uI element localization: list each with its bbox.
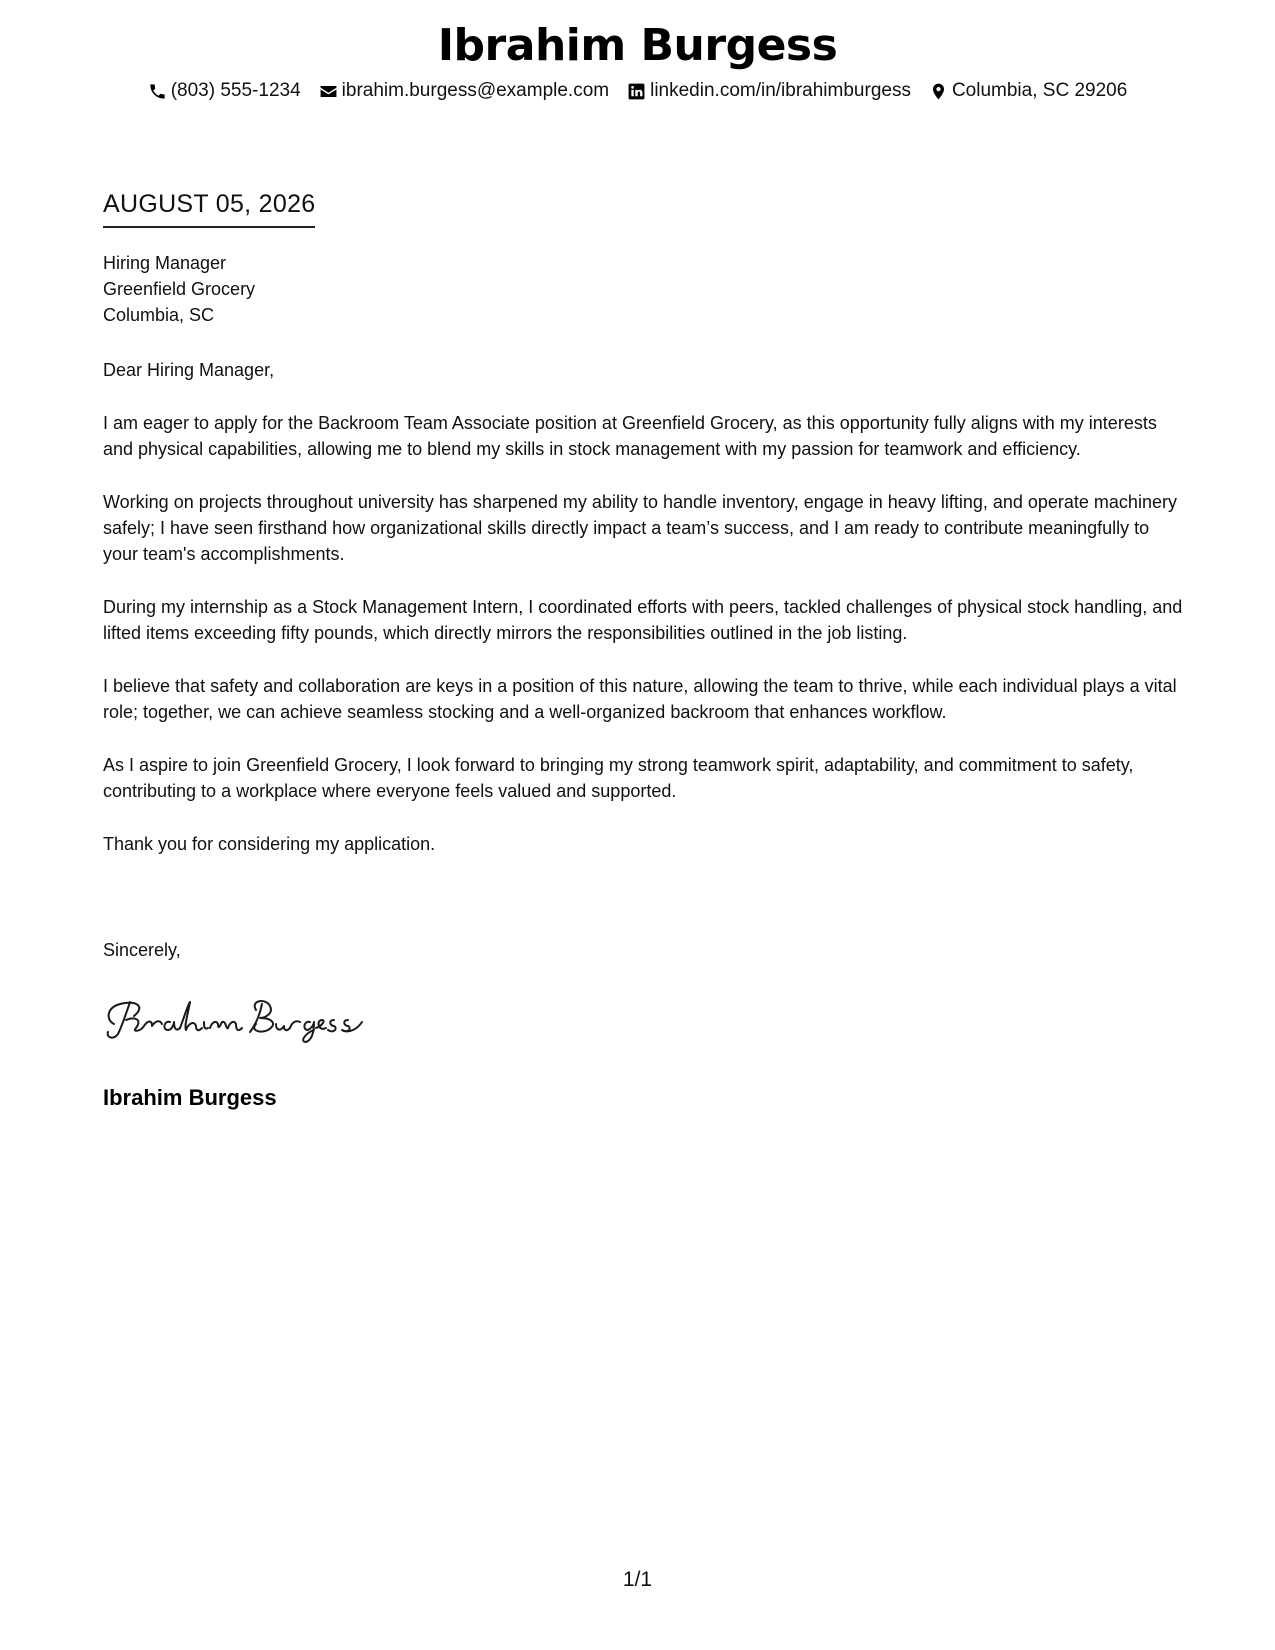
body-paragraph: As I aspire to join Greenfield Grocery, I look forward to bringing my strong teamwork spirit, adaptability, and commitment to safety, contributing to a workplace where everyone feels valued and supported.: [103, 755, 1134, 801]
body-paragraph: I believe that safety and collaboration are keys in a position of this nature, allowing the team to thrive, while each individual plays a vital role; together, we can achieve seamless stocking and a well-organized backroom that enhances workflow.: [103, 676, 1177, 722]
linkedin-text: linkedin.com/in/ibrahimburgess: [650, 80, 911, 101]
recipient-company: Greenfield Grocery: [103, 279, 256, 299]
recipient-city: Columbia, SC: [103, 305, 215, 325]
salutation: Dear Hiring Manager,: [103, 360, 275, 380]
contact-bar: [0, 80, 1275, 102]
contact-linkedin: [627, 80, 911, 102]
contact-email: [319, 80, 609, 102]
phone-icon: [148, 82, 167, 101]
linkedin-icon: [627, 82, 646, 101]
letter-date: AUGUST 05, 2026: [103, 190, 315, 228]
phone-text: (803) 555-1234: [170, 80, 301, 101]
page-number: 1/1: [622, 1568, 653, 1591]
email-text: ibrahim.burgess@example.com: [341, 80, 610, 101]
body-paragraph: During my internship as a Stock Management Intern, I coordinated efforts with peers, tackled challenges of physical stock handling, and lifted items exceeding fifty pounds, which directly mirrors the responsibilities outlined in the job listing.: [103, 597, 1183, 643]
body-paragraph: Working on projects throughout university has sharpened my ability to handle inventory, engage in heavy lifting, and operate machinery safely; I have seen firsthand how organizational skills directly impact a team’s success, and I am ready to contribute meaningfully to your team's accomplishments.: [103, 492, 1177, 564]
handwritten-signature: [100, 990, 370, 1046]
location-text: Columbia, SC 29206: [951, 80, 1128, 101]
map-pin-icon: [929, 82, 948, 101]
thank-you-line: Thank you for considering my application.: [103, 834, 436, 854]
body-paragraph: I am eager to apply for the Backroom Team Associate position at Greenfield Grocery, as this opportunity fully aligns with my interests and physical capabilities, allowing me to blend my skills in stock management with my passion for teamwork and efficiency.: [103, 413, 1157, 459]
closing: Sincerely,: [103, 940, 181, 960]
recipient-block: [103, 250, 255, 328]
envelope-icon: [319, 82, 338, 101]
contact-location: [929, 80, 1127, 102]
signed-name: Ibrahim Burgess: [103, 1085, 277, 1110]
applicant-name: Ibrahim Burgess: [437, 20, 838, 71]
contact-phone: [148, 80, 301, 102]
letter-body: [103, 357, 1183, 884]
recipient-title: Hiring Manager: [103, 253, 227, 273]
